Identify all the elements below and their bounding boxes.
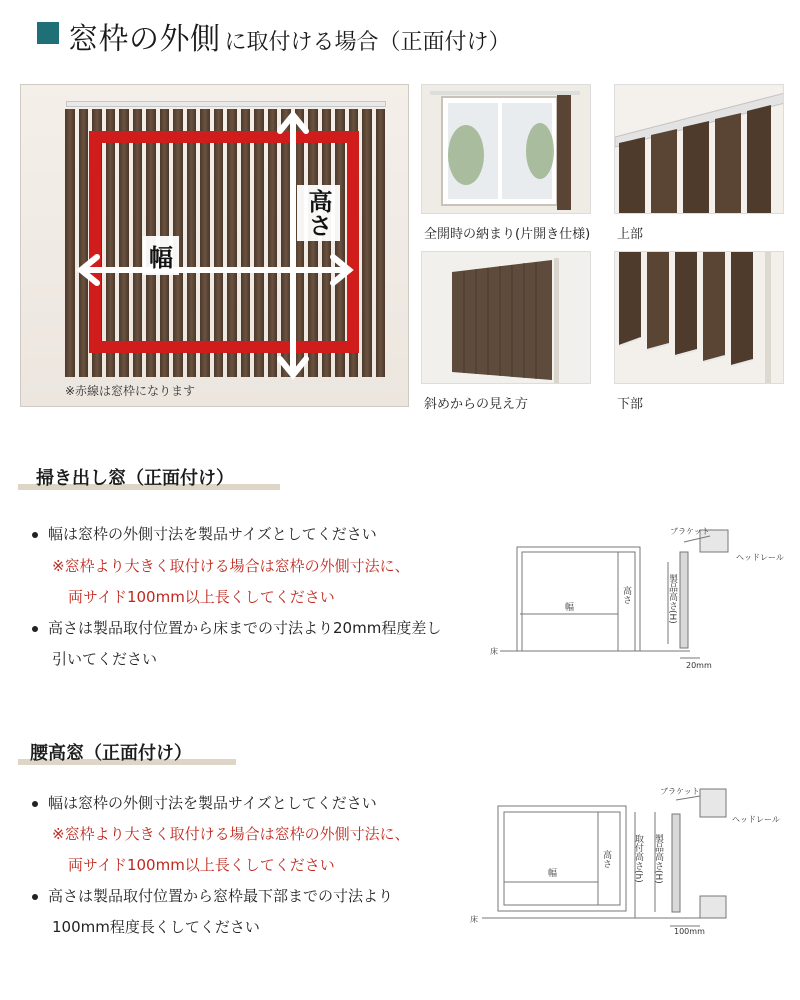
angle-view-photo <box>422 252 591 384</box>
section2-heading: 腰高窓（正面付け） <box>30 743 192 764</box>
section1-bullet-height: 高さは製品取付位置から床までの寸法より20mm程度差し <box>32 617 441 638</box>
thumbnail-fully-open <box>421 84 591 214</box>
title-sub: に取付ける場合（正面付け） <box>224 30 511 55</box>
section1-note-line1: ※窓枠より大きく取付ける場合は窓枠の外側寸法に、 <box>52 557 410 575</box>
sliding-window-diagram <box>490 522 790 672</box>
section2-bullet-height: 高さは製品取付位置から窓枠最下部までの寸法より <box>32 885 393 906</box>
thumbnail-bottom <box>614 251 784 384</box>
main-blind-photo <box>20 84 409 407</box>
waist-window-diagram <box>470 784 790 934</box>
title-marker <box>37 22 59 44</box>
title-main: 窓枠の外側 <box>68 22 221 57</box>
thumbnail-angle <box>421 251 591 384</box>
section1-note-line2: 両サイド100mm以上長くしてください <box>68 588 335 606</box>
photo-note: ※赤線は窓枠になります <box>65 384 196 398</box>
diagram1-height-label: 高さ <box>621 586 631 604</box>
bottom-detail-photo <box>615 252 784 384</box>
diagram2-width-label: 幅 <box>548 869 558 879</box>
section1-bullet-width: 幅は窓枠の外側寸法を製品サイズとしてください <box>32 523 377 544</box>
diagram2-floor-label: 床 <box>470 915 478 924</box>
section2-bullet-width: 幅は窓枠の外側寸法を製品サイズとしてください <box>32 792 377 813</box>
width-label: 幅 <box>143 236 179 275</box>
diagram2-height-label: 高さ <box>601 850 611 868</box>
diagram1-width-label: 幅 <box>565 603 575 613</box>
thumbnail-caption-top: 上部 <box>617 227 644 242</box>
section1-heading: 掃き出し窓（正面付け） <box>36 468 234 489</box>
section2-note-line1: ※窓枠より大きく取付ける場合は窓枠の外側寸法に、 <box>52 825 410 843</box>
section1-bullet-height-cont: 引いてください <box>52 650 158 668</box>
thumbnail-top <box>614 84 784 214</box>
diagram1-headrail-label: ヘッドレール <box>736 553 784 562</box>
thumbnail-caption-bottom: 下部 <box>617 397 644 412</box>
page-title <box>68 14 511 58</box>
diagram2-bracket-label: ブラケット <box>660 787 700 796</box>
diagram1-dim-label: 20mm <box>686 661 712 670</box>
diagram2-dim-label: 100mm <box>674 927 705 934</box>
dimension-arrows <box>21 85 409 407</box>
top-detail-photo <box>615 85 784 214</box>
section2-note-line2: 両サイド100mm以上長くしてください <box>68 856 335 874</box>
diagram1-product-height-label: 製品高さ(H) <box>667 574 677 624</box>
diagram2-mount-height-label: 取付高さ(h) <box>633 834 643 883</box>
thumbnail-caption-angle: 斜めからの見え方 <box>424 397 529 412</box>
fully-open-photo <box>422 85 591 214</box>
height-label: 高さ <box>297 185 340 241</box>
thumbnail-caption-fully-open: 全開時の納まり(片開き仕様) <box>424 227 591 242</box>
section2-bullet-height-cont: 100mm程度長くしてください <box>52 918 260 936</box>
diagram1-bracket-label: ブラケット <box>670 527 710 536</box>
diagram1-floor-label: 床 <box>490 647 498 656</box>
diagram2-product-height-label: 製品高さ(H) <box>653 834 663 884</box>
diagram2-headrail-label: ヘッドレール <box>732 815 780 824</box>
